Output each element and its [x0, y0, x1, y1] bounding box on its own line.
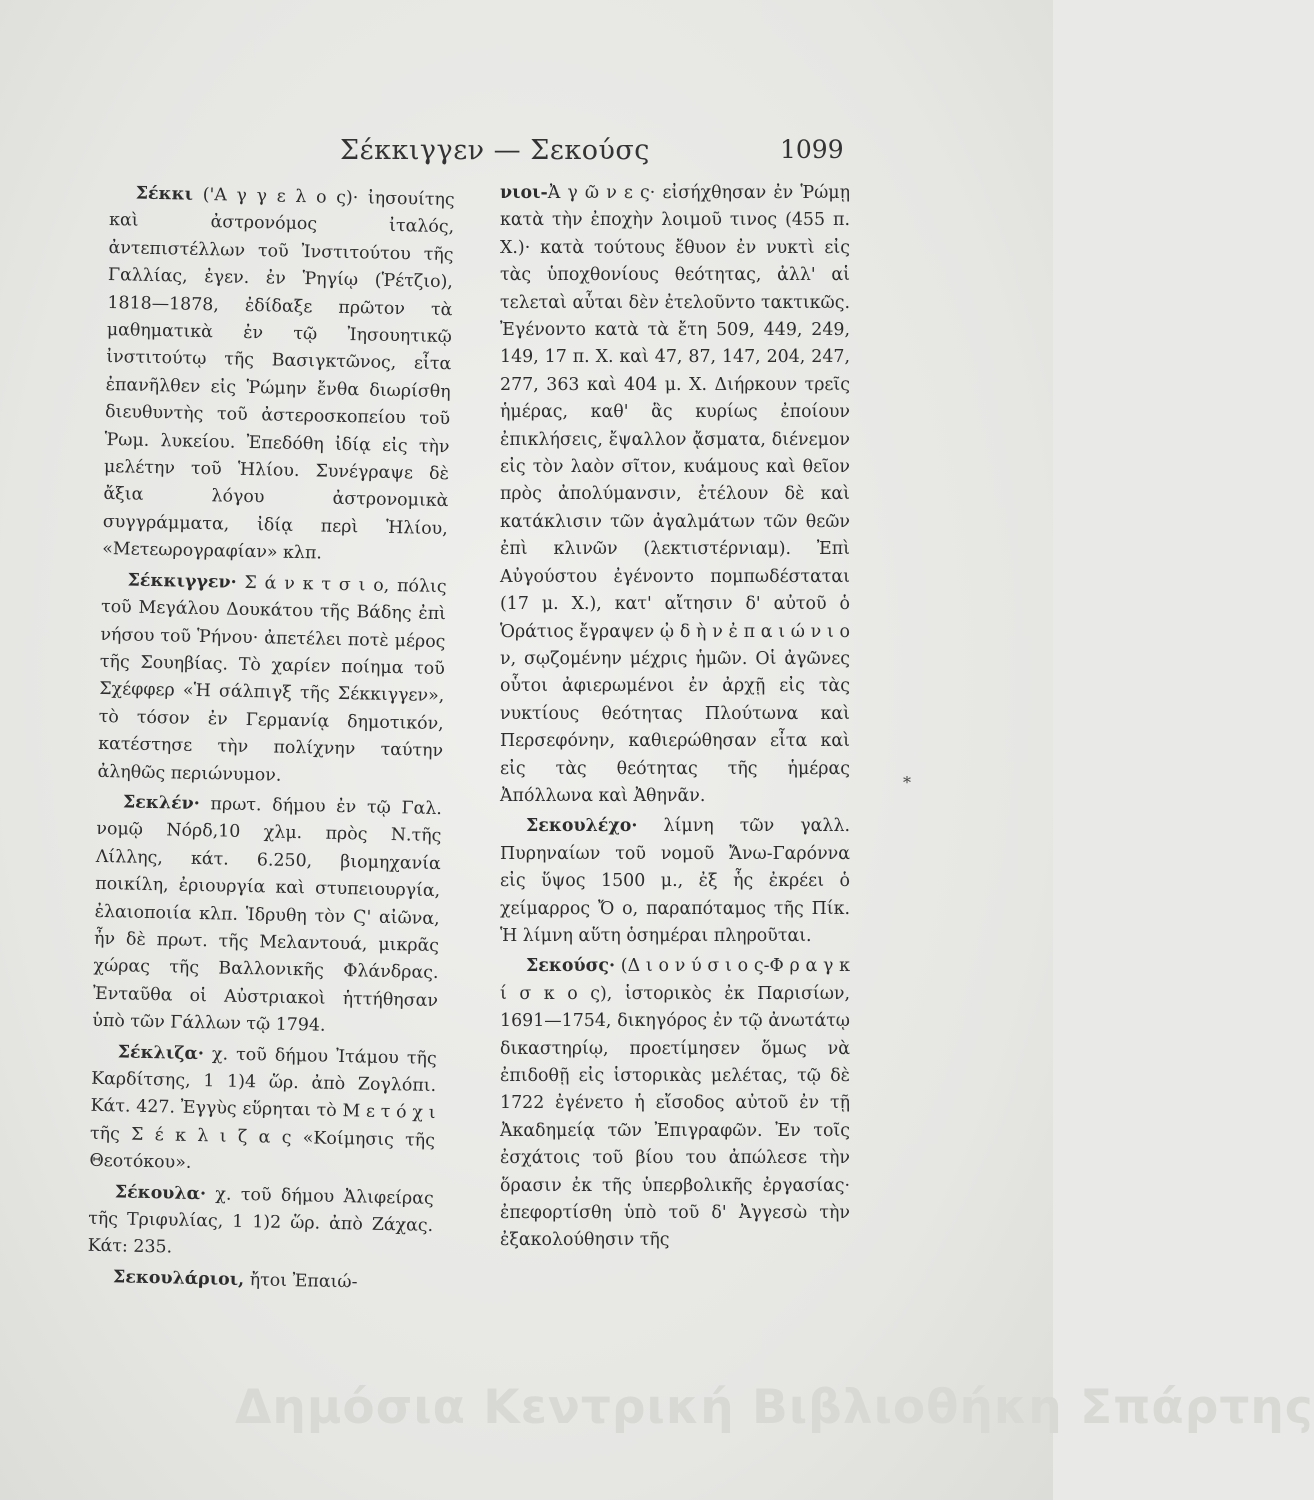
entry-headword: Σέκκι — [135, 183, 194, 205]
entry-text: χ. τοῦ δήμου Ἀλιφείρας τῆς Τριφυλίας, 1 1)2 ὥρ. ἀπὸ Ζάχας. Κάτ: 235. — [87, 1183, 434, 1258]
entry-headword: Σέκλιζα· — [117, 1041, 205, 1064]
entry-headword: Σεκουλάριοι, — [112, 1267, 245, 1290]
entry-headword: Σεκούσς· — [526, 956, 616, 977]
left-column — [87, 180, 455, 1298]
entry-headword: Σεκουλέχο· — [526, 816, 638, 837]
page-number: 1099 — [780, 135, 844, 164]
margin-mark: * — [903, 773, 911, 792]
entry-text: Σ ά ν κ τ σ ι ο, πόλις τοῦ Μεγάλου Δουκάτου τῆς Βάδης ἐπὶ νήσου τοῦ Ῥήνου· ἀπετέλει ποτὲ μέρος τῆς Σουηβίας. Τὸ χαρίεν ποίημα τοῦ Σχέφφερ «Ἡ σάλπιγξ τῆς Σέκκιγγεν», τὸ τόσον ἐν Γερμανίᾳ δημοτικόν, κατέστησε τὴν πολίχνην ταύτην ἀληθῶς περιώνυμον. — [97, 572, 447, 786]
entry-sekoulecho — [500, 813, 850, 950]
entry-text: χ. τοῦ δήμου Ἰτάμου τῆς Καρδίτσης, 1 1)4 ὥρ. ἀπὸ Ζογλόπι. Κάτ. 427. Ἐγγὺς εὕρηται τὸ Μ ε τ ό χ ι τῆς Σ έ κ λ ι ζ α ς «Κοίμησις τῆς Θεοτόκου». — [89, 1043, 437, 1174]
entry-text: ('Α γ γ ε λ ο ς)· ἰησουίτης καὶ ἀστρονόμος ἰταλός, ἀντεπιστέλλων τοῦ Ἰνστιτούτου τῆς Γαλλίας, ἐγεν. ἐν Ῥηγίῳ (Ῥέτζιο), 1818—1878, ἐδίδαξε πρῶτον τὰ μαθηματικὰ ἐν τῷ Ἰησουητικῷ ἰνστιτούτῳ τῆς Βασιγκτῶνος, εἶτα ἐπανῆλθεν εἰς Ῥώμην ἔνθα διωρίσθη διευθυντὴς τοῦ ἀστεροσκοπείου τοῦ Ῥωμ. λυκείου. Ἐπεδόθη ἰδίᾳ εἰς τὴν μελέτην τοῦ Ἡλίου. Συνέγραψε δὲ ἄξια λόγου ἀστρονομικὰ συγγράμματα, ἰδίᾳ περὶ Ἡλίου, «Μετεωρογραφίαν» κλπ. — [102, 184, 455, 564]
entry-headword: Σεκλέν· — [122, 792, 200, 814]
entry-sekouss — [500, 953, 850, 1254]
entry-headword: νιοι- — [500, 183, 548, 203]
library-watermark: Δημόσια Κεντρική Βιβλιοθήκη Σπάρτης — [235, 1380, 1314, 1435]
entry-seklen — [92, 789, 442, 1043]
entry-sekoula — [87, 1178, 434, 1267]
entry-text: ἤτοι Ἐπαιώ- — [243, 1269, 358, 1293]
entry-text: λίμνη τῶν γαλλ. Πυρηναίων τοῦ νομοῦ Ἄνω-Γαρόννα εἰς ὕψος 1500 μ., ἐξ ἧς ἐκρέει ὁ χείμαρρος Ὄ ο, παραπόταμος τῆς Πίκ. Ἡ λίμνη αὕτη ὁσημέραι πληροῦται. — [500, 816, 850, 946]
entry-text: Ἀ γ ῶ ν ε ς· εἰσήχθησαν ἐν Ῥώμῃ κατὰ τὴν ἐποχὴν λοιμοῦ τινος (455 π. Χ.)· κατὰ τούτους ἔθυον ἐν νυκτὶ εἰς τὰς ὑποχθονίους θεότητας, ἀλλ' αἱ τελεταὶ αὗται δὲν ἐτελοῦντο τακτικῶς. Ἐγένοντο κατὰ τὰ ἔτη 509, 449, 249, 149, 17 π. Χ. καὶ 47, 87, 147, 204, 247, 277, 363 καὶ 404 μ. Χ. Διήρκουν τρεῖς ἡμέρας, καθ' ἃς κυρίως ἐποίουν ἐπικλήσεις, ἔψαλλον ᾄσματα, διένεμον εἰς τὸν λαὸν σῖτον, κυάμους καὶ θεῖον πρὸς ἀπολύμανσιν, ἐτέλουν δὲ καὶ κατάκλισιν τῶν ἀγαλμάτων τῶν θεῶν ἐπὶ κλινῶν (λεκτιστέρνιαμ). Ἐπὶ Αὐγούστου ἐγένοντο πομπωδέσταται (17 μ. Χ.), κατ' αἴτησιν δ' αὐτοῦ ὁ Ὁράτιος ἔγραψεν ᾠ δ ὴ ν ἐ π α ι ώ ν ι ο ν, σῳζομένην μέχρις ἡμῶν. Οἱ ἀγῶνες οὗτοι ἀφιερωμένοι ἐν ἀρχῇ εἰς τὰς νυκτίους θεότητας Πλούτωνα καὶ Περσεφόνην, καθιερώθησαν εἶτα καὶ εἰς τὰς θεότητας τῆς ἡμέρας Ἀπόλλωνα καὶ Ἀθηνᾶν. — [500, 183, 850, 806]
entry-sekkingen — [97, 567, 447, 793]
entry-headword: Σέκουλα· — [114, 1181, 207, 1204]
entry-text: πρωτ. δήμου ἐν τῷ Γαλ. νομῷ Νόρδ,10 χλμ. πρὸς Ν.τῆς Λίλλης, κάτ. 6.250, βιομηχανία ποικίλη, ἐριουργία καὶ στυπειουργία, ἐλαιοποιία κλπ. Ἱδρυθη τὸν Ϛ' αἰῶνα, ἦν δὲ πρωτ. τῆς Μελαντουά, μικρᾶς χώρας τῆς Βαλλονικῆς Φλάνδρας. Ἐνταῦθα οἱ Αὐστριακοὶ ἡττήθησαν ὑπὸ τῶν Γάλλων τῷ 1794. — [92, 793, 443, 1036]
entry-seklitza — [89, 1038, 437, 1182]
running-header — [300, 135, 860, 179]
entry-sekki — [102, 180, 455, 571]
entry-text: (Δ ι ο ν ύ σ ι ο ς-Φ ρ α γ κ ί σ κ ο ς), ἱστορικὸς ἐκ Παρισίων, 1691—1754, δικηγόρος ἐν τῷ ἀνωτάτῳ δικαστηρίῳ, προετίμησεν ὅμως νὰ ἐπιδοθῇ εἰς ἱστορικὰς μελέτας, τῷ δὲ 1722 ἐγένετο ἡ εἴσοδος αὐτοῦ ἐν τῇ Ἀκαδημείᾳ τῶν Ἐπιγραφῶν. Ἐν τοῖς ἐσχάτοις τοῦ βίου του ἀπώλεσε τὴν ὅρασιν ἐκ τῆς ὑπερβολικῆς ἐργασίας· ἐπεφορτίσθη ὑπὸ τοῦ δ' Ἀγγεσὼ τὴν ἐξακολούθησιν τῆς — [500, 956, 850, 1251]
right-column — [500, 180, 850, 1255]
header-title: Σέκκιγγεν — Σεκούσς — [340, 135, 650, 166]
entry-sekoularioi-continued — [500, 180, 850, 810]
entry-headword: Σέκκιγγεν· — [127, 570, 237, 593]
